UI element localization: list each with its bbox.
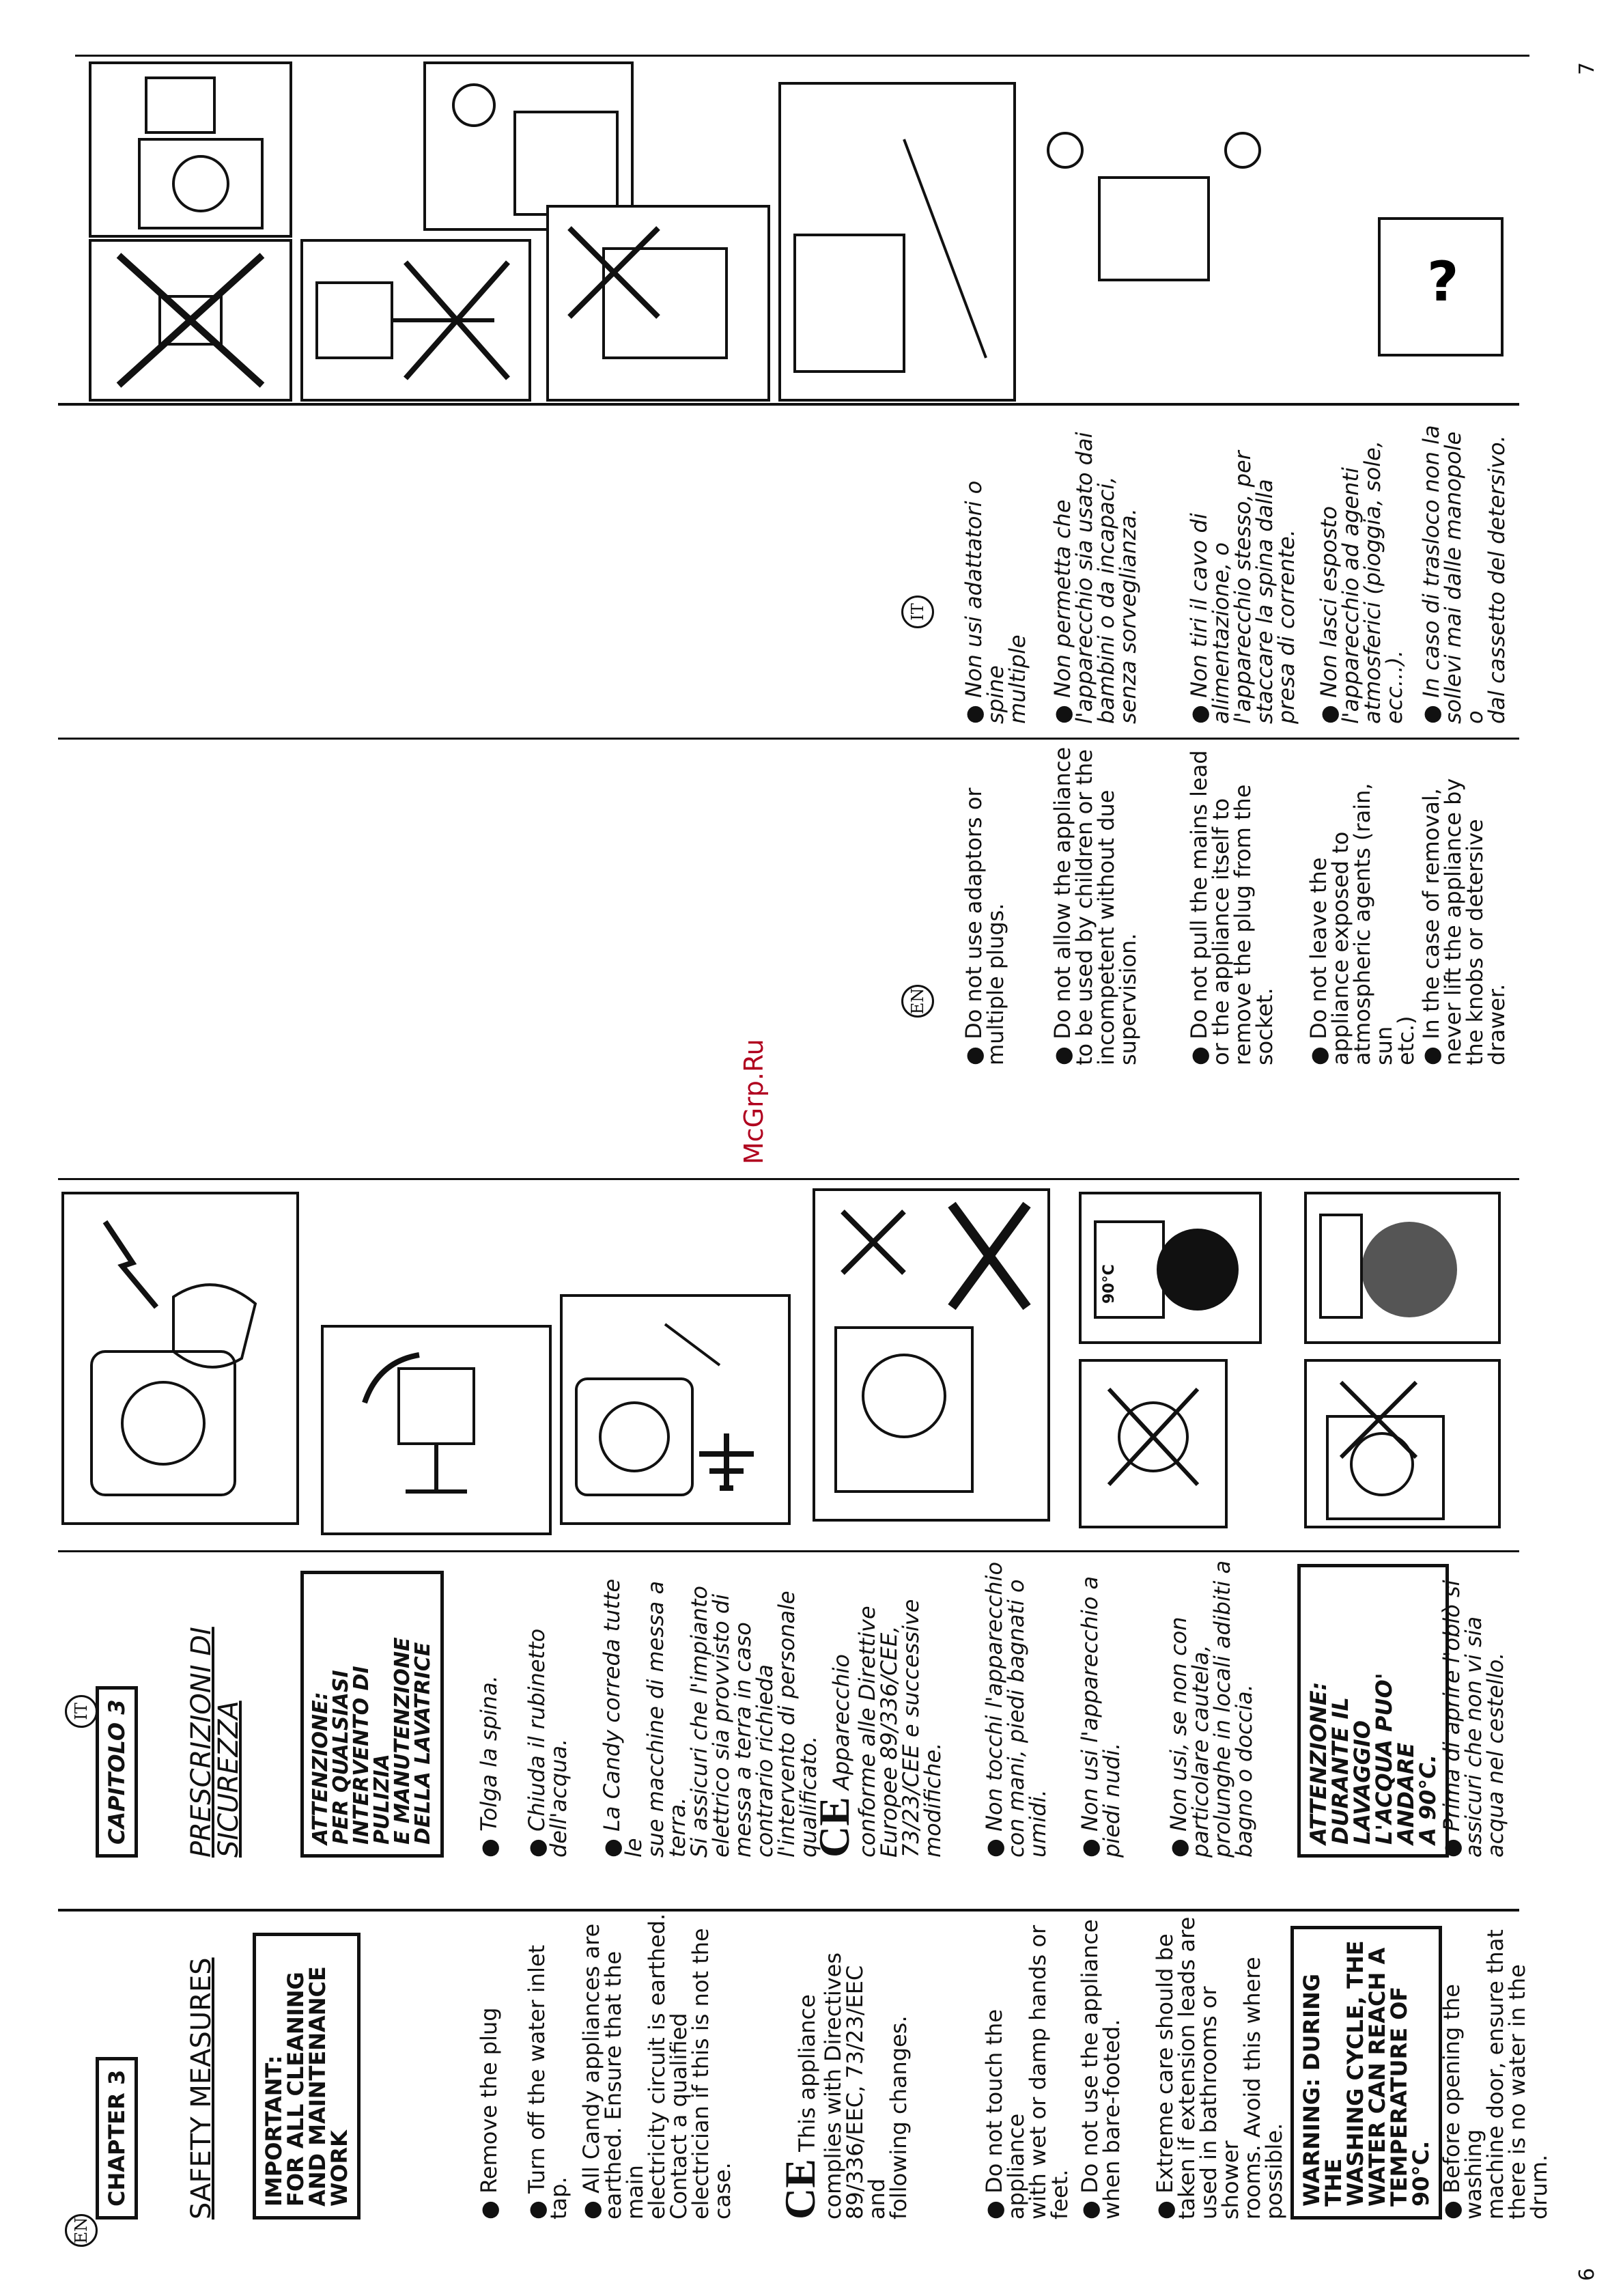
left-en-column [96, 1919, 138, 2220]
warning-box-it: ATTENZIONE: DURANTE IL LAVAGGIO L'ACQUA PUO' ANDARE A 90°C. [1297, 1564, 1449, 1858]
ce-mark-icon: CE [776, 2159, 824, 2220]
list-item-wrap [963, 417, 1052, 724]
list-item: ● Chiuda il rubinetto dell'acqua. [526, 1571, 569, 1858]
illustration-water-tap [321, 1325, 552, 1535]
watermark: McGrp.Ru [739, 1039, 769, 1164]
list-item-wrap [1318, 417, 1428, 724]
list-item-wrap [478, 1571, 523, 1858]
section-title: SAFETY MEASURES [186, 1957, 217, 2220]
list-item: ● Do not pull the mains lead or the appliance itself to remove the plug from the socket. [1188, 744, 1275, 1065]
lang-flag-en: EN [65, 2214, 98, 2247]
list-item: ● In caso di trasloco non la sollevi mai dalle manopole o dal cassetto del detersivo. [1420, 417, 1508, 724]
list-item-wrap [1154, 1905, 1308, 2220]
divider-line [58, 738, 1519, 740]
list-item-wrap [1420, 744, 1531, 1065]
illustration-adaptor-x [89, 239, 292, 402]
list-item: ● Do not touch the appliance with wet or damp hands or feet. [983, 1905, 1071, 2220]
list-item-wrap [983, 1543, 1072, 1858]
divider-line [75, 55, 1529, 57]
important-box: IMPORTANT: FOR ALL CLEANING AND MAINTENANCE WORK [253, 1933, 361, 2220]
illustration-unplug [61, 1192, 299, 1525]
list-item-wrap [1188, 744, 1299, 1065]
list-item-wrap [526, 1571, 593, 1858]
list-item: ● Non lasci esposto l'apparecchio ad agenti atmosferici (pioggia, sole, ecc...). [1318, 417, 1405, 724]
illustration-bath-extension [1079, 1359, 1228, 1528]
list-item: ● Do not allow the appliance to be used by children or the incompetent without due supervision. [1052, 744, 1139, 1065]
list-item: ● Prima di aprire l'oblò si assicuri che non vi sia acqua nel cestello. [1441, 1557, 1506, 1858]
illustration-two-persons-lift [1024, 96, 1284, 382]
list-item: ● Turn off the water inlet tap. [526, 1905, 569, 2220]
list-item: ● Non tocchi l'apparecchio con mani, piedi bagnati o umidi. [983, 1543, 1049, 1858]
ce-item [776, 1919, 912, 2220]
list-item: ● Non usi adattatori o spine multiple [963, 417, 1028, 724]
list-item: CE Apparecchio conforme alle Direttive Europee 89/336/CEE, 73/23/CEE e successive modifiche. [810, 1599, 946, 1858]
illustration-trolley [778, 82, 1016, 402]
list-item-wrap [601, 1557, 843, 1858]
list-item-wrap [963, 744, 1030, 1065]
warning-box: WARNING: DURING THE WASHING CYCLE, THE WATER CAN REACH A TEMPERATURE OF 90°C. [1290, 1926, 1442, 2220]
lang-flag-en-right: EN [901, 985, 934, 1018]
divider-line [58, 403, 1519, 406]
illustration-lift-by-knobs-x [546, 205, 770, 402]
ce-mark-icon: CE [810, 1797, 858, 1858]
svg-text:?: ? [1427, 250, 1459, 313]
list-item: ● La Candy correda tutte le sue macchine di messa a terra. Si assicuri che l'impianto elettrico sia provvisto di messa a terra in caso contrario richieda l'intervento di personale qualificato. [601, 1557, 819, 1858]
list-item: ● Do not use the appliance when bare-footed. [1079, 1905, 1123, 2220]
illustration-door-open [1304, 1192, 1501, 1344]
chapter-label-it: CAPITOLO 3 [96, 1571, 138, 1858]
list-item-wrap [1049, 417, 1162, 724]
list-item-wrap [1441, 1557, 1529, 1858]
list-item-wrap [1420, 417, 1531, 724]
left-en-items [478, 1919, 523, 2220]
page-number-left: 6 [1575, 2267, 1599, 2281]
list-item: ● Extreme care should be taken if extension leads are used in bathrooms or shower rooms. Avoid this where possible. [1154, 1905, 1285, 2220]
list-item-wrap [1079, 1905, 1146, 2220]
illustration-wet-hands-feet [813, 1188, 1050, 1522]
list-item-wrap [1079, 1543, 1146, 1858]
list-item-wrap [580, 1892, 757, 2220]
divider-line [58, 1178, 1519, 1180]
temp-label: 90°C [1101, 1264, 1118, 1304]
ce-item-it [810, 1557, 946, 1858]
important-box-it: ATTENZIONE: PER QUALSIASI INTERVENTO DI PULIZIA E MANUTENZIONE DELLA LAVATRICE [300, 1571, 444, 1858]
list-item: ● Before opening the washing machine door, ensure that there is no water in the drum. [1441, 1899, 1550, 2220]
list-item: ● Non permetta che l'apparecchio sia usato dai bambini o da incapaci, senza sorveglianza. [1052, 417, 1139, 724]
lang-flag-it: IT [65, 1695, 98, 1728]
list-item: ● In the case of removal, never lift the appliance by the knobs or detersive drawer. [1420, 744, 1508, 1065]
list-item: ● Remove the plug [478, 1919, 500, 2220]
section-title-it: PRESCRIZIONI DI SICUREZZA [186, 1627, 244, 1858]
lang-flag-it-right: IT [901, 596, 934, 628]
list-item-wrap [1168, 1543, 1278, 1858]
list-item: ● Non tiri il cavo di alimentazione, o l'apparecchio stesso, per staccare la spina dalla presa di corrente. [1188, 417, 1297, 724]
chapter-label: CHAPTER 3 [96, 2057, 138, 2220]
list-item-wrap [1188, 417, 1321, 724]
illustration-child-machine [89, 61, 292, 238]
list-item-wrap [1441, 1899, 1573, 2220]
page-number-right: 7 [1575, 61, 1599, 75]
list-item: ● Do not leave the appliance exposed to atmospheric agents (rain, sun etc.) [1308, 744, 1417, 1065]
illustration-earthed-socket [560, 1294, 791, 1525]
illustration-technician-question [1352, 96, 1529, 382]
illustration-hot-water [1079, 1192, 1262, 1344]
illustration-pull-lead-x [300, 239, 531, 402]
list-item-wrap [1049, 744, 1162, 1065]
list-item: ● Tolga la spina. [478, 1571, 500, 1858]
list-item: ● Non usi l'apparecchio a piedi nudi. [1079, 1543, 1123, 1858]
divider-line [58, 1550, 1519, 1552]
list-item: ● Do not use adaptors or multiple plugs. [963, 744, 1006, 1065]
list-item: ● Non usi, se non con particolare cautela, prolunghe in locali adibiti a bagno o doccia. [1168, 1543, 1255, 1858]
list-item: CE This appliance complies with Directives 89/336/EEC, 73/23/EEC and following changes. [776, 1952, 912, 2220]
list-item: ● All Candy appliances are earthed. Ensure that the main electricity circuit is earthed. Contact a qualified electrician if this is not the case. [580, 1892, 733, 2220]
illustration-door-water-x [1304, 1359, 1501, 1528]
